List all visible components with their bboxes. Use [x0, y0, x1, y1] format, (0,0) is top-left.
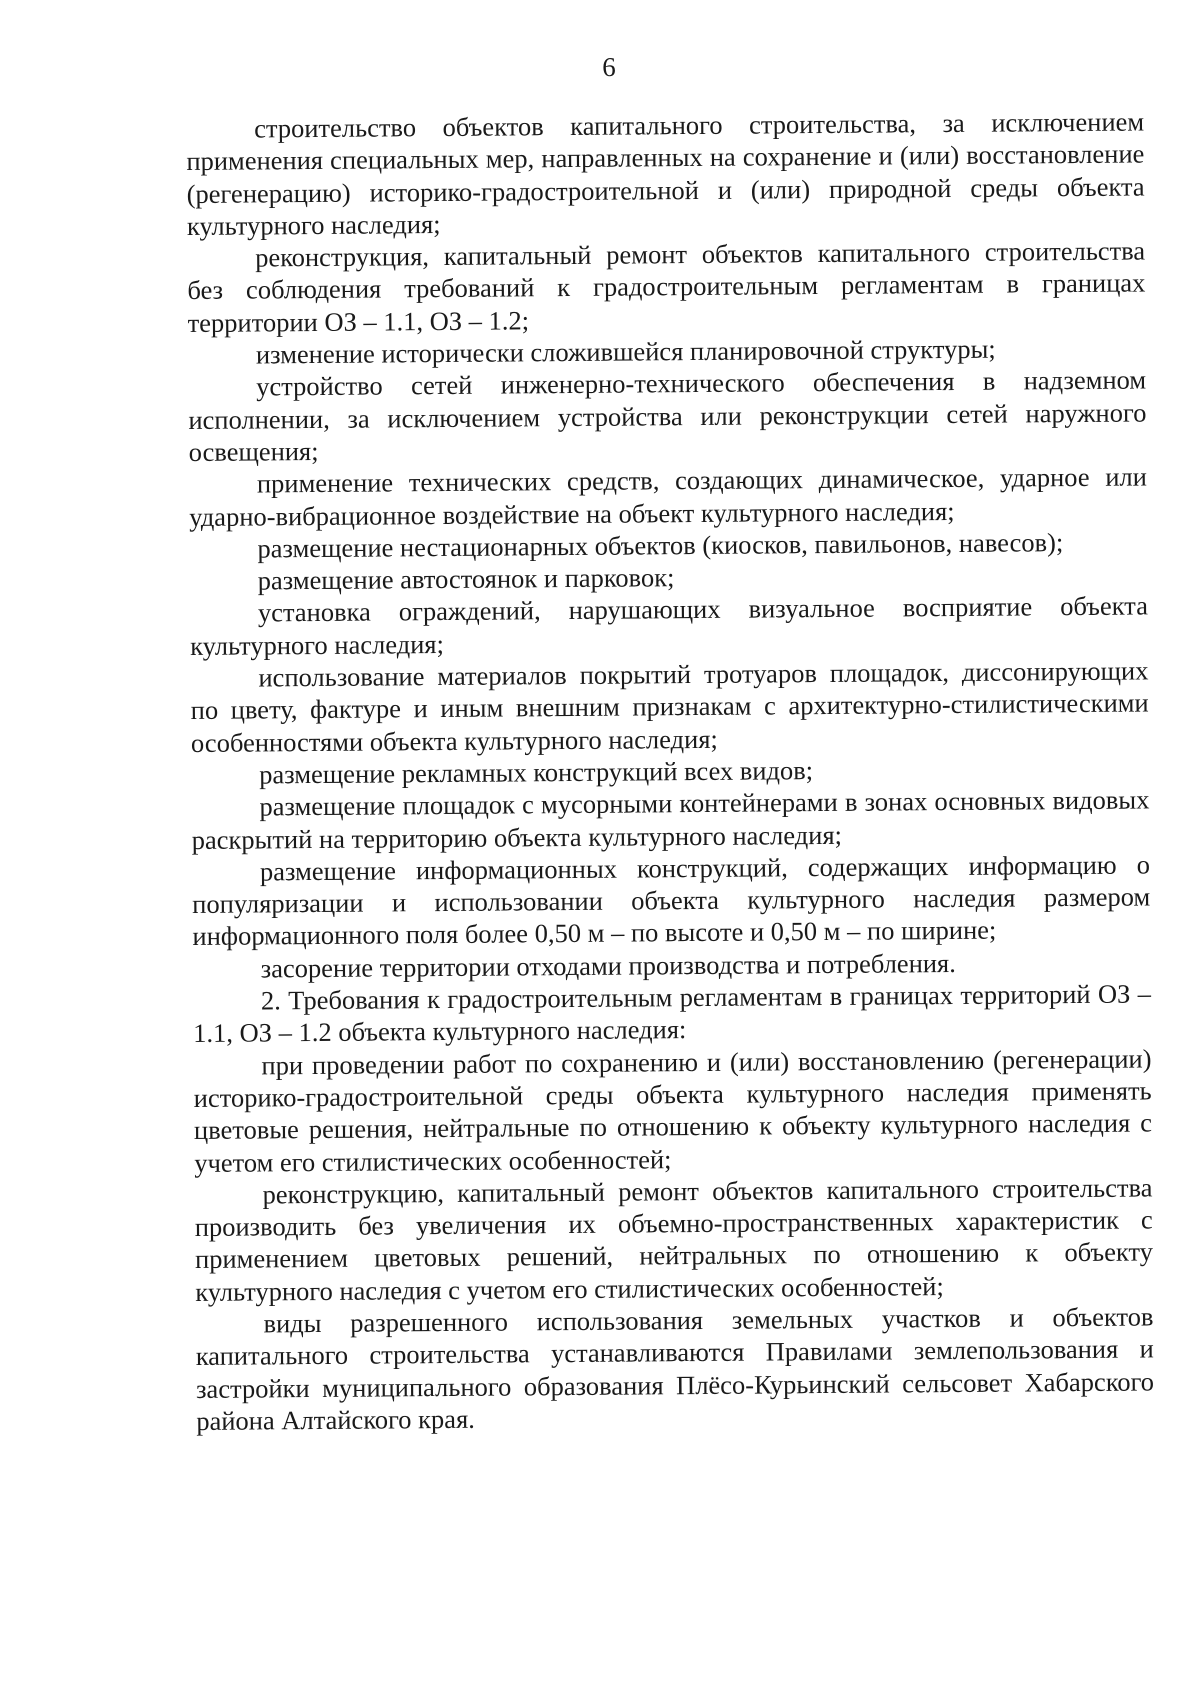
paragraph-info-structures: размещение информационных конструкций, содержащих информацию о популяризации и использовании объекта культурного наследия размером информационного поля более 0,50 м – по высоте и 0,50 м – по ширине; — [192, 849, 1151, 952]
paragraph-color-solutions: при проведении работ по сохранению и (или) восстановлению (регенерации) историко-градостроительной среды объекта культурного наследия применять цветовые решения, нейтральные по отношению к объекту культурного наследия с учетом его стилистических особенностей; — [193, 1043, 1153, 1178]
paragraph-reconstruction-requirements: реконструкцию, капитальный ремонт объектов капитального строительства производить без увеличения их объемно-пространственных характеристик с применением цветовых решений, нейтральных по отношению к объекту культурного наследия с учетом его стилистических особенностей; — [194, 1172, 1154, 1307]
paragraph-paving-materials: использование материалов покрытий тротуаров площадок, диссонирующих по цвету, фактуре и иным внешним признакам с архитектурно-стилистическими особенностями объекта культурного наследия; — [190, 655, 1149, 758]
paragraph-section-2-heading: 2. Требования к градостроительным регламентам в границах территорий ОЗ – 1.1, ОЗ – 1.2 объекта культурного наследия: — [193, 978, 1152, 1049]
paragraph-littering: засорение территории отходами производства и потребления. — [260, 947, 956, 984]
paragraph-parking: размещение автостоянок и парковок; — [257, 562, 675, 596]
paragraph-reconstruction-ban: реконструкция, капитальный ремонт объектов капитального строительства без соблюдения требований к градостроительным регламентам в границах территории ОЗ – 1.1, ОЗ – 1.2; — [187, 235, 1146, 338]
paragraph-technical-means: применение технических средств, создающих динамическое, ударное или ударно-вибрационное воздействие на объект культурного наследия; — [189, 461, 1148, 532]
page-number: 6 — [602, 52, 616, 82]
paragraph-engineering-networks: устройство сетей инженерно-технического обеспечения в надземном исполнении, за исключением устройства или реконструкции сетей наружного освещения; — [188, 364, 1147, 467]
paragraph-fences: установка ограждений, нарушающих визуальное восприятие объекта культурного наследия; — [190, 590, 1149, 661]
paragraph-advertising: размещение рекламных конструкций всех видов; — [259, 755, 814, 790]
paragraph-waste-containers: размещение площадок с мусорными контейнерами в зонах основных видовых раскрытий на территорию объекта культурного наследия; — [191, 784, 1150, 855]
paragraph-construction-ban: строительство объектов капитального строительства, за исключением применения специальных мер, направленных на сохранение и (или) восстановление (регенерацию) историко-градостроительной и (или) природной среды объекта культурного наследия; — [186, 106, 1145, 241]
document-body — [186, 105, 1154, 1437]
paragraph-planning-structure: изменение исторически сложившейся планировочной структуры; — [255, 333, 996, 370]
paragraph-permitted-use: виды разрешенного использования земельных участков и объектов капитального строительства устанавливаются Правилами землепользования и застройки муниципального образования Плёсо-Курьинский сельсовет Хабарского района Алтайского края. — [195, 1301, 1155, 1436]
paragraph-temporary-objects: размещение нестационарных объектов (киосков, павильонов, навесов); — [257, 526, 1064, 564]
